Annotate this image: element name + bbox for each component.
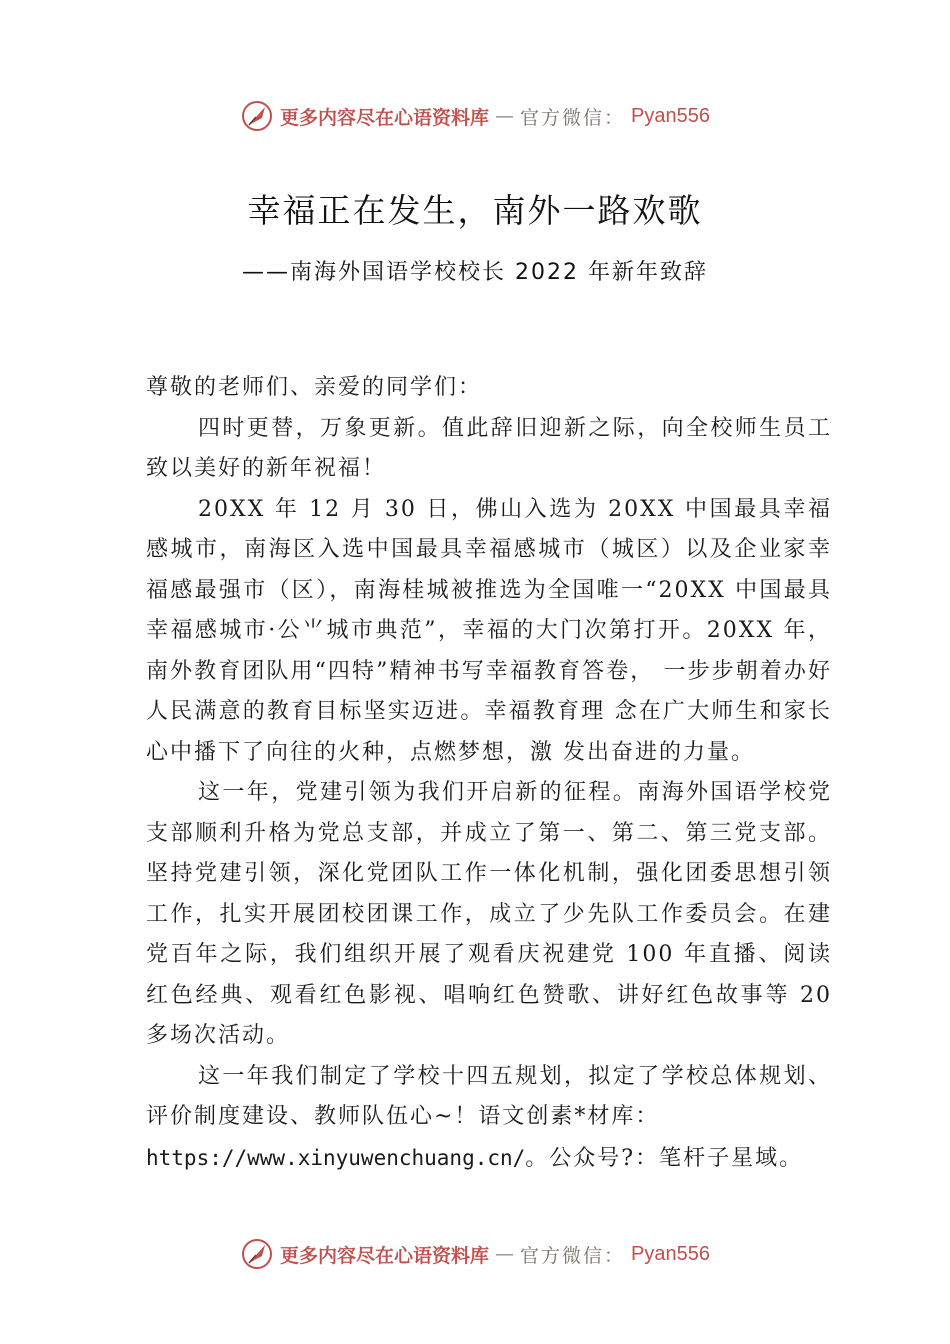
watermark-wechat-id: Pyan556 [631, 104, 710, 127]
paragraph-2: 20XX 年 12 月 30 日，佛山入选为 20XX 中国最具幸福感城市，南海区入选中国最具幸福感城市（城区）以及企业家幸福感最强市（区），南海桂城被推选为全国唯一“20XX 中国最具幸福感城市·公⺌城市典范”，幸福的大门次第打开。20XX 年，南外教育团队用“四特”精神书写幸福教育答卷， 一步步朝着办好人民满意的教育目标坚实迈进。幸福教育理 念在广大师生和家长心中播下了向往的火种，点燃梦想，激 发出奋进的力量。 [146, 496, 832, 765]
paragraph-3: 这一年，党建引领为我们开启新的征程。南海外国语学校党支部顺利升格为党总支部，并成立了第一、第二、第三党支部。坚持党建引领，深化党团队工作一体化机制，强化团委思想引领工作，扎实开展团校团课工作，成立了少先队工作委员会。在建党百年之际，我们组织开展了观看庆祝建党 100 年直播、阅读红色经典、观看红色影视、唱响红色赞歌、讲好红色故事等 20 多场次活动。 [146, 780, 832, 1048]
watermark-main-text: 更多内容尽在心语资料库 [280, 1244, 490, 1267]
watermark-banner-bottom [0, 1232, 950, 1276]
watermark-official-label: 官方微信： [520, 1244, 626, 1267]
watermark-main-text: 更多内容尽在心语资料库 [280, 106, 490, 129]
watermark-separator: — [495, 1243, 515, 1265]
quill-logo-icon [240, 1237, 274, 1271]
watermark-wechat-id: Pyan556 [631, 1242, 710, 1265]
salutation: 尊敬的老师们、亲爱的同学们： [146, 375, 483, 400]
document-body [146, 368, 832, 1179]
closing-line [146, 1138, 832, 1180]
watermark-banner-top [0, 94, 950, 138]
watermark-separator: — [495, 105, 515, 127]
paragraph-1: 四时更替，万象更新。值此辞旧迎新之际，向全校师生员工致以美好的新年祝福！ [146, 415, 832, 481]
watermark-official-label: 官方微信： [520, 106, 626, 129]
page-title: 幸福正在发生，南外一路欢歌 [247, 191, 703, 230]
page-subtitle: ——南海外国语学校校长 2022 年新年致辞 [242, 260, 708, 285]
closing-line-tail: 。公众号?：笔杆子星域。 [525, 1145, 804, 1171]
website-url: https://www.xinyuwenchuang.cn/ [146, 1145, 526, 1170]
paragraph-4: 这一年我们制定了学校十四五规划，拟定了学校总体规划、评价制度建设、教师队伍心~！语文创素*材库： [146, 1063, 832, 1129]
quill-logo-icon [240, 99, 274, 133]
